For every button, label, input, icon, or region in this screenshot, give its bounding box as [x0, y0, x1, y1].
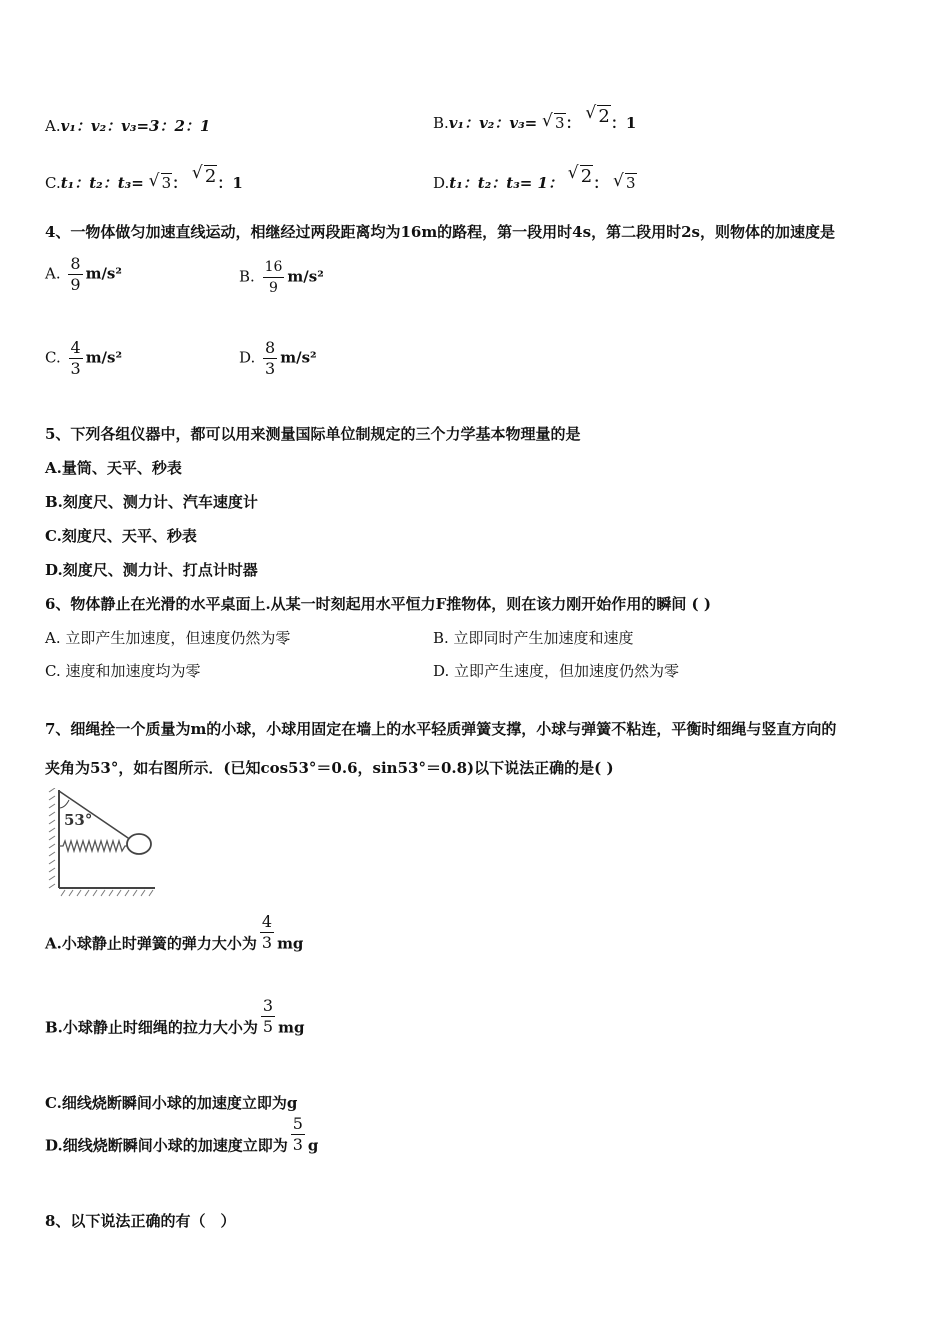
- sqrt-3: √ 3: [148, 171, 172, 192]
- q6-option-d: D. 立即产生速度，但加速度仍然为零: [433, 662, 680, 680]
- q3-option-a: A.v₁：v₂：v₃=3：2：1: [45, 117, 211, 135]
- q7-option-b: B.小球静止时细绳的拉力大小为 $\frac{3}{5}$ mg: [45, 996, 305, 1037]
- fraction: $\frac{8}{3}$: [265, 338, 276, 378]
- q6-option-a: A. 立即产生加速度，但速度仍然为零: [45, 629, 291, 647]
- q4-option-d: D. $\frac{8}{3}$ m/s²: [239, 338, 317, 378]
- q6-stem: 6、物体静止在光滑的水平桌面上.从某一时刻起用水平恒力F推物体，则在该力刚开始作用的瞬间 ( ): [45, 595, 711, 613]
- q5-option-c: C.刻度尺、天平、秒表: [45, 527, 197, 545]
- q4-option-b: B. $\frac{16}{9}$ m/s²: [239, 259, 324, 296]
- fraction: $\frac{16}{9}$: [264, 259, 283, 296]
- q7-stem-line1: 7、细绳拴一个质量为m的小球，小球用固定在墙上的水平轻质弹簧支撑，小球与弹簧不粘连，平衡时细绳与竖直方向的: [45, 720, 837, 738]
- wall-spring-ball-diagram: [47, 788, 162, 900]
- q4-stem: 4、一物体做匀加速直线运动，相继经过两段距离均为16m的路程，第一段用时4s，第二段用时2s，则物体的加速度是: [45, 223, 835, 241]
- sqrt-2: √ 2: [585, 103, 610, 127]
- sqrt-3: √ 3: [613, 171, 636, 192]
- fraction: $\frac{4}{3}$: [70, 338, 81, 378]
- sqrt-2: √ 2: [191, 163, 217, 187]
- fraction: $\frac{5}{3}$: [292, 1114, 303, 1154]
- q6-option-b: B. 立即同时产生加速度和速度: [433, 629, 634, 647]
- q8-stem: 8、以下说法正确的有（ ）: [45, 1212, 236, 1230]
- q5-option-d: D.刻度尺、测力计、打点计时器: [45, 561, 258, 579]
- q6-option-c: C. 速度和加速度均为零: [45, 662, 201, 680]
- q7-option-c: C.细线烧断瞬间小球的加速度立即为g: [45, 1094, 298, 1112]
- q7-figure: [47, 788, 162, 904]
- q4-option-c: C. $\frac{4}{3}$ m/s²: [45, 338, 123, 378]
- fraction: $\frac{8}{9}$: [70, 254, 81, 294]
- q7-option-d: D.细线烧断瞬间小球的加速度立即为 $\frac{5}{3}$ g: [45, 1114, 319, 1155]
- q5-option-b: B.刻度尺、测力计、汽车速度计: [45, 493, 258, 511]
- q5-stem: 5、下列各组仪器中，都可以用来测量国际单位制规定的三个力学基本物理量的是: [45, 425, 581, 443]
- q3-option-b: B.v₁：v₂：v₃= √ 3： √ 2：1: [433, 103, 637, 132]
- fraction: $\frac{4}{3}$: [261, 912, 273, 952]
- q3-option-c: C.t₁：t₂：t₃= √ 3： √ 2：1: [45, 163, 243, 192]
- fraction: $\frac{3}{5}$: [262, 996, 274, 1036]
- q7-stem-line2: 夹角为53°，如右图所示．(已知cos53°＝0.6，sin53°＝0.8)以下说法正确的是( ): [45, 759, 614, 777]
- sqrt-2: √ 2: [567, 163, 593, 187]
- q7-option-a: A.小球静止时弹簧的弹力大小为 $\frac{4}{3}$ mg: [45, 912, 304, 953]
- sqrt-3: √ 3: [542, 111, 565, 132]
- q5-option-a: A.量筒、天平、秒表: [45, 459, 182, 477]
- angle-label: 53°: [64, 811, 93, 829]
- q4-option-a: A. $\frac{8}{9}$ m/s²: [45, 254, 122, 294]
- q3-option-d: D.t₁：t₂：t₃= 1： √ 2： √ 3: [433, 163, 636, 192]
